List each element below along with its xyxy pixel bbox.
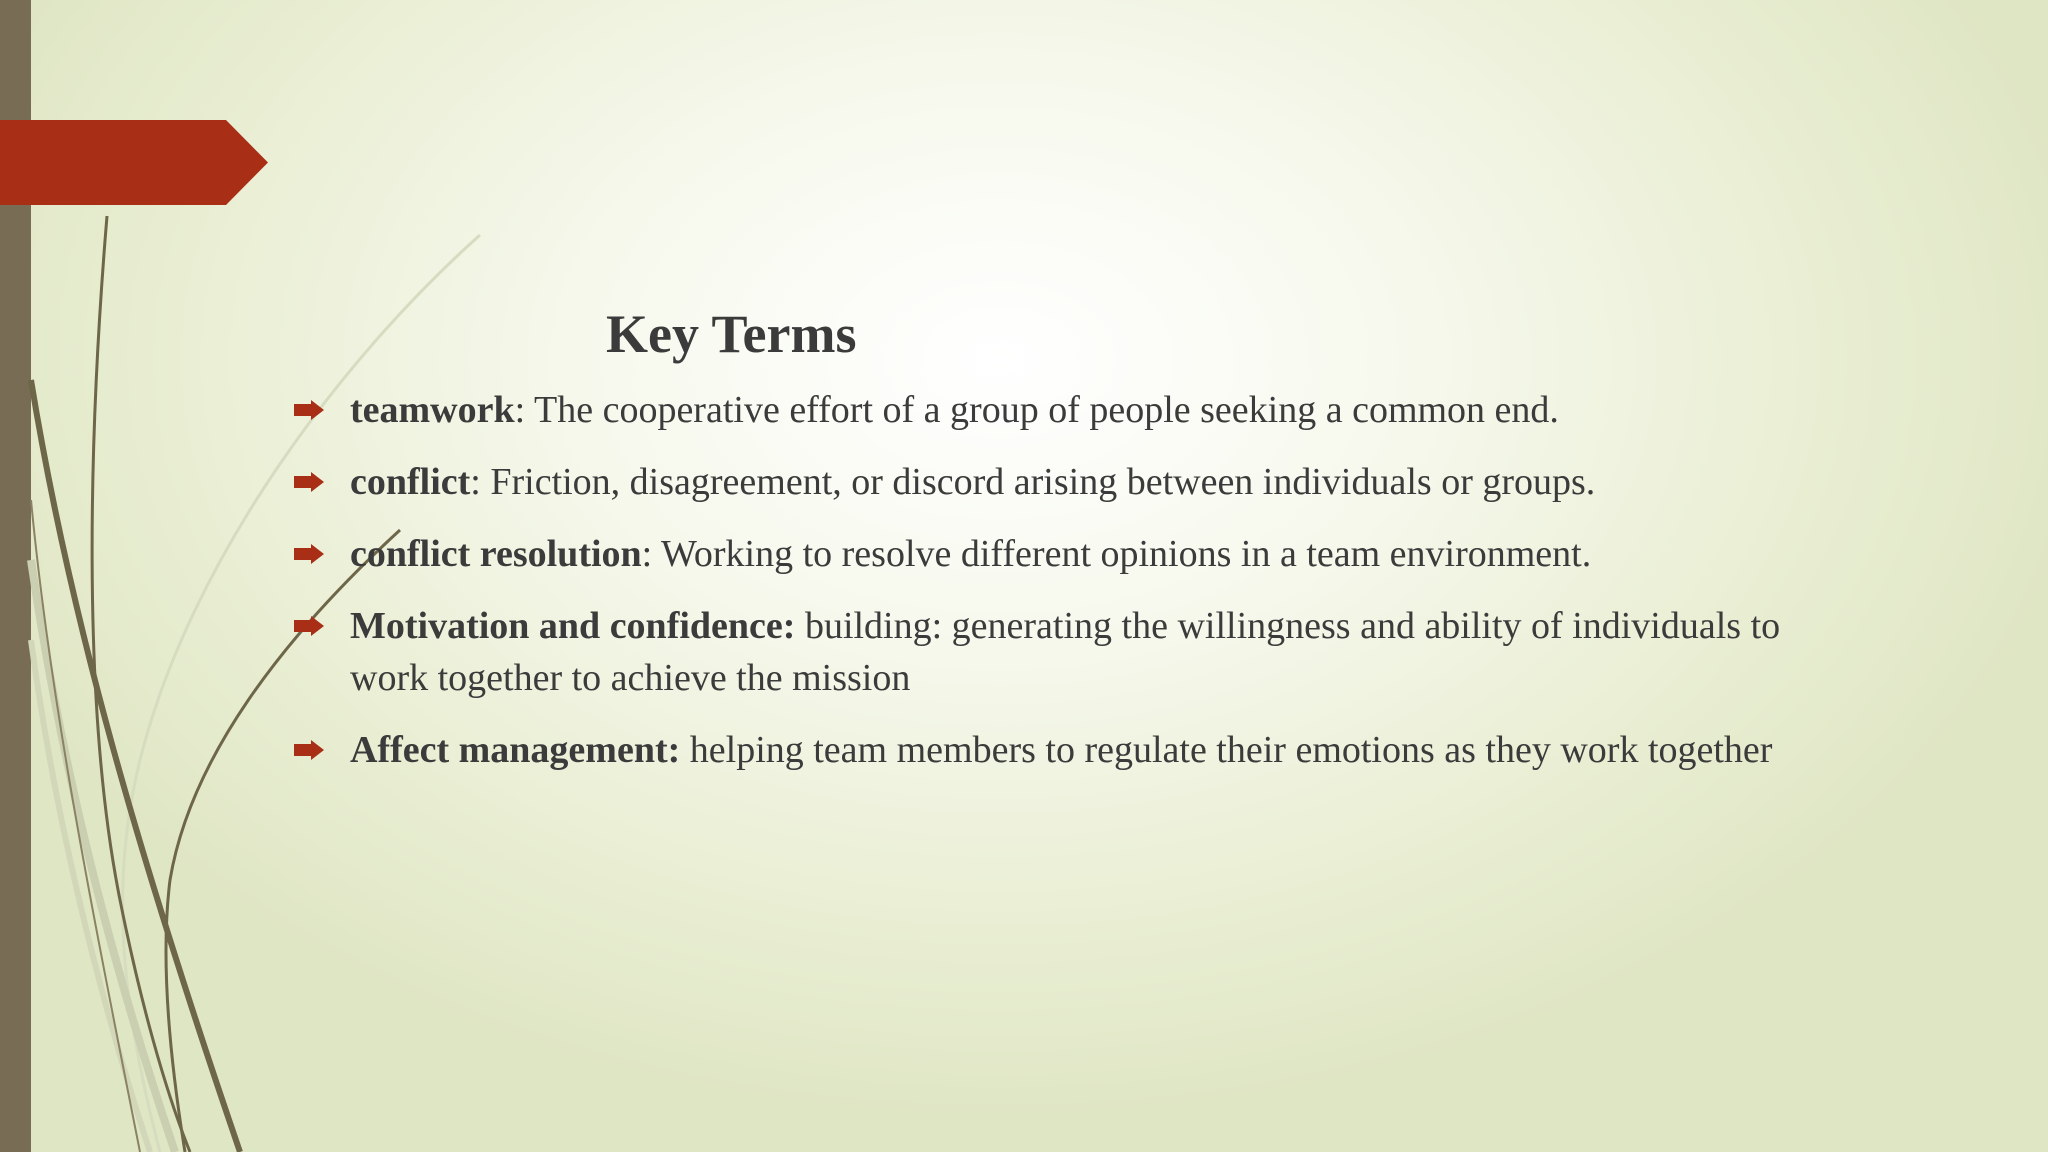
definition: The cooperative effort of a group of people seeking a common end. bbox=[525, 389, 1559, 431]
red-arrow-tab bbox=[0, 120, 268, 205]
arrow-right-icon bbox=[294, 400, 324, 420]
term: Motivation and confidence: bbox=[350, 605, 796, 647]
term-separator: : bbox=[470, 461, 481, 503]
term: conflict resolution bbox=[350, 533, 642, 575]
key-terms-list bbox=[290, 384, 1850, 776]
term-separator: : bbox=[641, 533, 653, 575]
term: conflict bbox=[350, 461, 471, 503]
definition: Working to resolve different opinions in a team environment. bbox=[652, 533, 1592, 575]
term: Affect management: bbox=[350, 729, 681, 771]
arrow-right-icon bbox=[294, 544, 324, 564]
list-item bbox=[290, 384, 1850, 436]
list-item bbox=[290, 456, 1850, 508]
slide-title: Key Terms bbox=[606, 304, 857, 364]
term: teamwork bbox=[350, 389, 515, 431]
definition: building: generating the willingness and ability of individuals to work together to achieve the mission bbox=[350, 605, 1781, 699]
definition: helping team members to regulate their emotions as they work together bbox=[680, 729, 1773, 771]
arrow-right-icon bbox=[294, 616, 324, 636]
list-item bbox=[290, 600, 1850, 704]
definition: Friction, disagreement, or discord arising between individuals or groups. bbox=[480, 461, 1596, 503]
arrow-right-icon bbox=[294, 740, 324, 760]
slide-content bbox=[290, 296, 1850, 796]
term-separator: : bbox=[514, 389, 526, 431]
arrow-right-icon bbox=[294, 472, 324, 492]
list-item bbox=[290, 528, 1850, 580]
list-item bbox=[290, 724, 1850, 776]
